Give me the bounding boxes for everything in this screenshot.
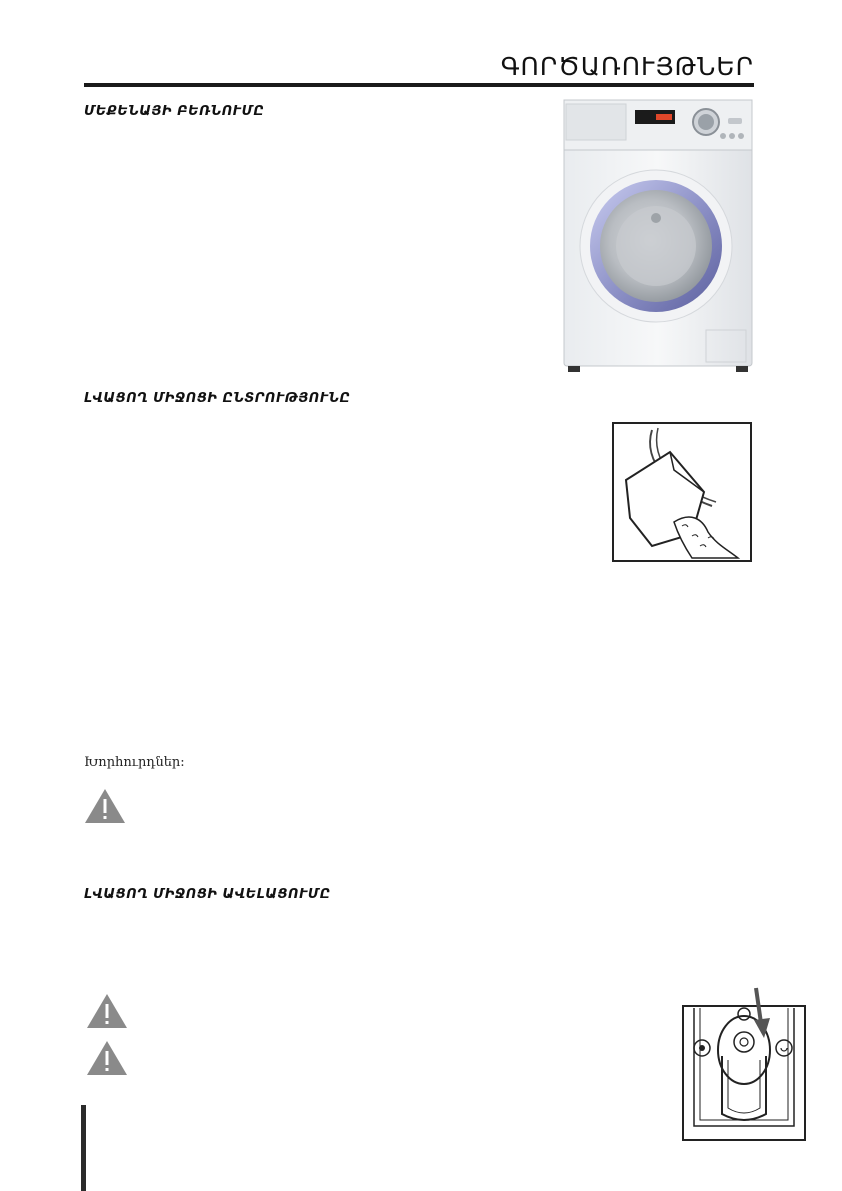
section-heading-detergent-choice: ԼՎԱՑՈՂ ՄԻՋՈՑԻ ԸՆՏՐՈՒԹՅՈՒՆԸ xyxy=(84,391,351,406)
page-edge-bar xyxy=(81,1105,86,1191)
section-heading-loading: ՄԵՔԵՆԱՅԻ ԲԵՌՆՈՒՄԸ xyxy=(84,104,265,119)
warning-triangle-icon xyxy=(84,788,126,824)
washing-machine-image xyxy=(560,98,756,374)
detergent-pouring-image xyxy=(612,422,752,562)
notes-label: Խորհուրդներ: xyxy=(84,755,185,770)
detergent-drawer-image xyxy=(682,986,806,1142)
warning-triangle-icon xyxy=(86,1040,128,1076)
page-title: ԳՈՐԾԱՌՈՒՅԹՆԵՐ xyxy=(500,52,754,81)
header-divider xyxy=(84,83,754,87)
warning-triangle-icon xyxy=(86,993,128,1029)
section-heading-detergent-adding: ԼՎԱՑՈՂ ՄԻՋՈՑԻ ԱՎԵԼԱՑՈՒՄԸ xyxy=(84,887,331,902)
